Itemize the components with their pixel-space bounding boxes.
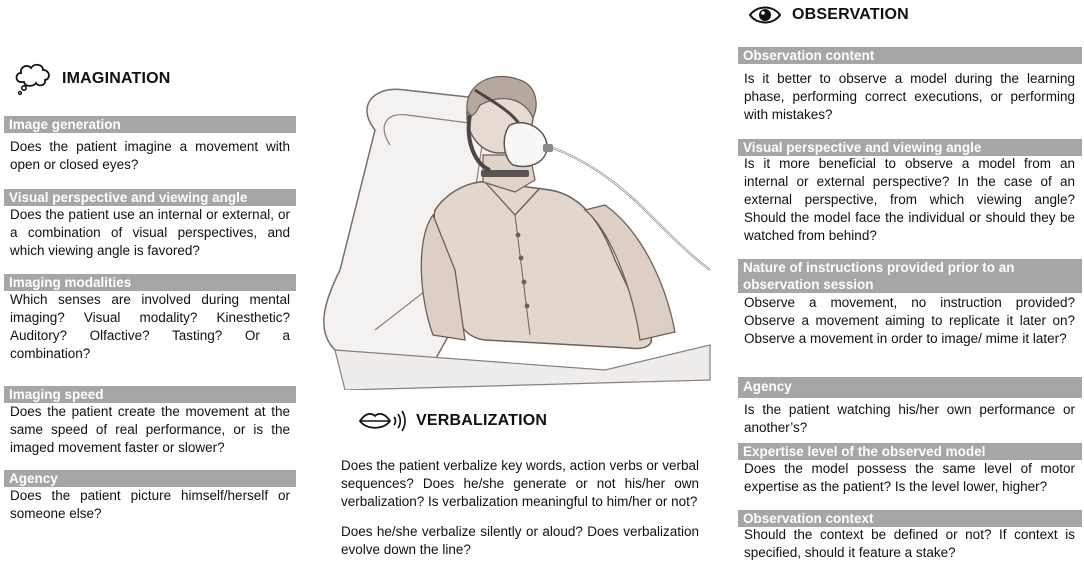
verbalization-heading [358,408,547,434]
imaging-speed-title: Imaging speed [4,386,296,403]
expertise-level-title: Expertise level of the observed model [738,443,1082,460]
image-generation-text: Does the patient imagine a movement with open or closed eyes? [10,139,290,172]
thought-bubble-icon [14,62,52,96]
observation-agency-title: Agency [738,377,1082,398]
verbalization-title: VERBALIZATION [416,412,548,429]
observation-context-text: Should the context be defined or not? If context is specified, should it feature a stake? [744,527,1075,560]
observation-heading [748,4,909,26]
verbalization-text-1: Does the patient verbalize key words, action verbs or verbal sequences? Does he/she generate or not his/her own verbalization? Is verbalization meaningful to him/her or not? [341,458,699,509]
imagination-title: IMAGINATION [62,70,171,87]
observation-title: OBSERVATION [792,6,909,23]
expertise-level-text: Does the model possess the same level of motor expertise as the patient? Is the level lower, higher? [744,461,1075,494]
patient-with-oxygen-mask-illustration [315,70,720,390]
imagination-heading [14,62,171,96]
observation-content-title: Observation content [738,47,1082,64]
observation-agency-text: Is the patient watching his/her own performance or another’s? [744,402,1075,435]
imaging-modalities-text: Which senses are involved during mental imaging? Visual modality? Kinesthetic? Auditory? Olfactive? Tasting? Or a combination? [10,292,290,361]
imagination-visual-perspective-text: Does the patient use an internal or external, or a combination of visual perspectives, and which viewing angle is favored? [10,207,290,258]
observation-visual-perspective-title: Visual perspective and viewing angle [738,139,1082,156]
observation-context-title: Observation context [738,510,1082,527]
observation-content-text: Is it better to observe a model during the learning phase, performing correct executions, or performing with mistakes? [744,71,1075,122]
image-generation-title: Image generation [4,116,296,133]
imaging-modalities-title: Imaging modalities [4,274,296,291]
nature-of-instructions-title: Nature of instructions provided prior to an observation session [738,259,1082,293]
observation-visual-perspective-text: Is it more beneficial to observe a model from an internal or external perspective? In the case of an external perspective, from which viewing angle? Should the model face the individual or should they be watched from behind? [744,156,1075,243]
nature-of-instructions-text: Observe a movement, no instruction provided? Observe a movement aiming to replicate it later on? Observe a movement in order to image/ mime it later? [744,295,1075,346]
speaking-lips-icon [358,408,406,434]
eye-icon [748,4,782,26]
imagination-agency-title: Agency [4,470,296,487]
imagination-agency-text: Does the patient picture himself/herself or someone else? [10,488,290,521]
imaging-speed-text: Does the patient create the movement at the same speed of real performance, or is the imaged movement faster or slower? [10,404,290,455]
imagination-visual-perspective-title: Visual perspective and viewing angle [4,189,296,206]
verbalization-text-2: Does he/she verbalize silently or aloud? Does verbalization evolve down the line? [341,524,699,557]
